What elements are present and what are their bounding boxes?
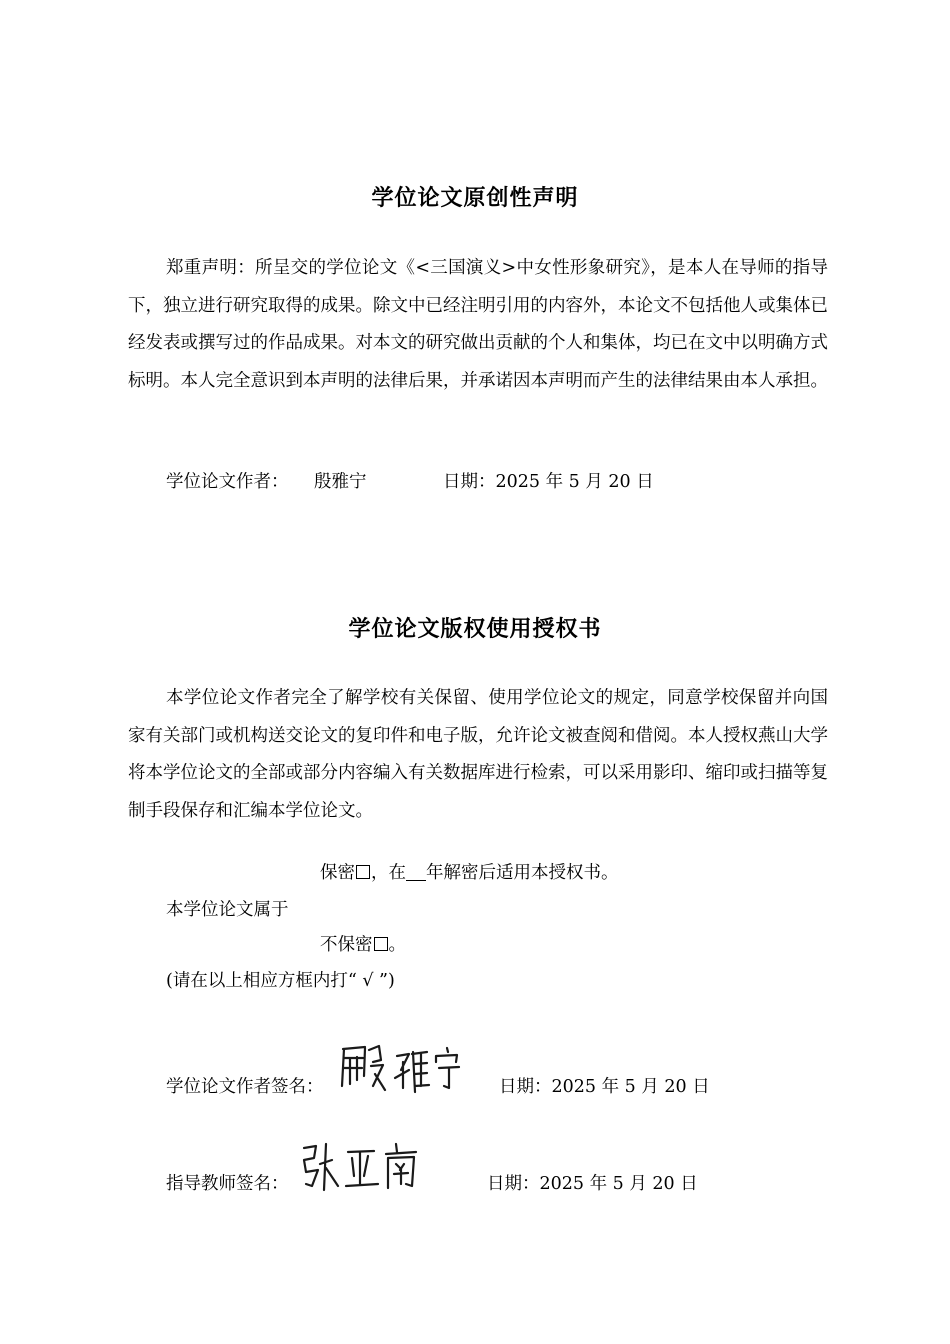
option-not-secret-suffix: 。: [388, 935, 406, 955]
option-secret: [320, 861, 619, 885]
declaration-title: 学位论文原创性声明: [371, 186, 579, 211]
option-secret-middle: ，在: [371, 863, 406, 883]
declaration-body: 郑重声明：所呈交的学位论文《<三国演义>中女性形象研究》，是本人在导师的指导下，独立进行研究取得的成果。除文中已经注明引用的内容外，本论文不包括他人或集体已经发表或撰写过的作品成果。对本文的研究做出贡献的个人和集体，均已在文中以明确方式标明。本人完全意识到本声明的法律后果，并承诺因本声明而产生的法律结果由本人承担。: [128, 258, 828, 391]
not-secret-checkbox[interactable]: [374, 937, 388, 951]
author-date-value: 2025 年 5 月 20 日: [551, 1077, 710, 1097]
checkbox-instruction: (请在以上相应方框内打“ √ ”): [166, 971, 395, 991]
advisor-sign-label: 指导教师签名：: [166, 1174, 289, 1194]
author-sign-label: 学位论文作者签名：: [166, 1077, 324, 1097]
advisor-date: [487, 1172, 698, 1196]
advisor-signature-image: [298, 1138, 430, 1196]
advisor-date-label: 日期：: [487, 1174, 540, 1194]
declaration-date: [443, 470, 654, 494]
declaration-date-label: 日期：: [443, 472, 496, 492]
secret-checkbox[interactable]: [356, 865, 370, 879]
advisor-date-value: 2025 年 5 月 20 日: [539, 1174, 698, 1194]
declaration-date-value: 2025 年 5 月 20 日: [495, 472, 654, 492]
decrypt-year-blank[interactable]: [406, 862, 426, 881]
option-secret-suffix: 年解密后适用本授权书。: [426, 863, 619, 883]
authorization-title: 学位论文版权使用授权书: [348, 617, 602, 642]
author-signature-image: [335, 1040, 465, 1098]
option-secret-prefix: 保密: [320, 863, 355, 883]
author-date: [499, 1075, 710, 1099]
declaration-author-name: 殷雅宁: [314, 472, 367, 492]
option-not-secret-prefix: 不保密: [320, 935, 373, 955]
authorization-body: 本学位论文作者完全了解学校有关保留、使用学位论文的规定，同意学校保留并向国家有关部门或机构送交论文的复印件和电子版，允许论文被查阅和借阅。本人授权燕山大学将本学位论文的全部或部分内容编入有关数据库进行检索，可以采用影印、缩印或扫描等复制手段保存和汇编本学位论文。: [128, 688, 828, 821]
author-date-label: 日期：: [499, 1077, 552, 1097]
option-not-secret: [320, 933, 406, 957]
belongs-label: 本学位论文属于: [166, 900, 289, 920]
declaration-author-label: 学位论文作者：: [166, 472, 289, 492]
